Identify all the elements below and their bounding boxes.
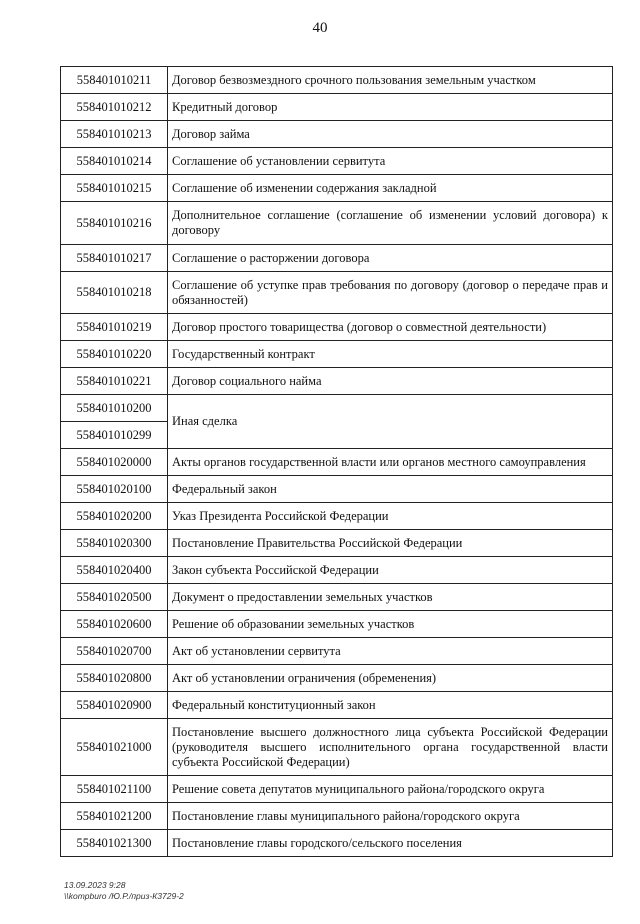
page-number: 40	[312, 20, 328, 36]
table-row	[61, 719, 613, 776]
table-row	[61, 341, 613, 368]
table-row	[61, 476, 613, 503]
row-text: Договор социального найма	[168, 368, 613, 395]
table-row	[61, 245, 613, 272]
row-text: Федеральный закон	[168, 476, 613, 503]
row-text: Решение совета депутатов муниципального района/городского округа	[168, 776, 613, 803]
footer-stamp	[64, 880, 184, 902]
row-text: Иная сделка	[168, 395, 613, 449]
table-row	[61, 121, 613, 148]
table-row	[61, 148, 613, 175]
row-code: 558401010219	[61, 314, 168, 341]
row-code: 558401021100	[61, 776, 168, 803]
row-code: 558401021000	[61, 719, 168, 776]
row-text: Соглашение об установлении сервитута	[168, 148, 613, 175]
row-text: Договор займа	[168, 121, 613, 148]
row-code: 558401021300	[61, 830, 168, 857]
table-row	[61, 449, 613, 476]
row-code: 558401020800	[61, 665, 168, 692]
table-row	[61, 611, 613, 638]
document-table	[60, 66, 613, 857]
table-row	[61, 272, 613, 314]
table-row	[61, 557, 613, 584]
row-code: 558401020700	[61, 638, 168, 665]
table-row	[61, 530, 613, 557]
row-code: 558401010218	[61, 272, 168, 314]
row-code: 558401020100	[61, 476, 168, 503]
row-text: Договор простого товарищества (договор о совместной деятельности)	[168, 314, 613, 341]
table-row	[61, 368, 613, 395]
footer-timestamp: 13.09.2023 9:28	[64, 880, 126, 890]
table-row	[61, 395, 613, 422]
table-row	[61, 584, 613, 611]
row-text: Соглашение об уступке прав требования по договору (договор о передаче прав и обязанностей)	[168, 272, 613, 314]
row-text: Договор безвозмездного срочного пользования земельным участком	[168, 67, 613, 94]
row-code: 558401020600	[61, 611, 168, 638]
row-text: Постановление главы муниципального района/городского округа	[168, 803, 613, 830]
table-row	[61, 175, 613, 202]
row-text: Соглашение об изменении содержания закладной	[168, 175, 613, 202]
row-code: 558401010221	[61, 368, 168, 395]
table-row	[61, 803, 613, 830]
table-row	[61, 638, 613, 665]
row-code: 558401020000	[61, 449, 168, 476]
row-text: Постановление высшего должностного лица субъекта Российской Федерации (руководителя высшего исполнительного органа государственной власти субъекта Российской Федерации)	[168, 719, 613, 776]
row-code: 558401010212	[61, 94, 168, 121]
row-code: 558401020200	[61, 503, 168, 530]
row-code: 558401020900	[61, 692, 168, 719]
row-code: 558401010216	[61, 202, 168, 245]
row-text: Соглашение о расторжении договора	[168, 245, 613, 272]
row-text: Акты органов государственной власти или органов местного самоуправления	[168, 449, 613, 476]
row-code: 558401010220	[61, 341, 168, 368]
row-text: Акт об установлении ограничения (обременения)	[168, 665, 613, 692]
row-text: Решение об образовании земельных участков	[168, 611, 613, 638]
row-text: Постановление Правительства Российской Федерации	[168, 530, 613, 557]
row-code: 558401020400	[61, 557, 168, 584]
table-row	[61, 94, 613, 121]
row-code: 558401010215	[61, 175, 168, 202]
table-row	[61, 776, 613, 803]
row-code: 558401020300	[61, 530, 168, 557]
table-row	[61, 67, 613, 94]
row-code: 558401021200	[61, 803, 168, 830]
table-row	[61, 202, 613, 245]
row-text: Дополнительное соглашение (соглашение об изменении условий договора) к договору	[168, 202, 613, 245]
table-row	[61, 503, 613, 530]
row-text: Указ Президента Российской Федерации	[168, 503, 613, 530]
row-text: Федеральный конституционный закон	[168, 692, 613, 719]
row-code: 558401010214	[61, 148, 168, 175]
row-text: Закон субъекта Российской Федерации	[168, 557, 613, 584]
row-code: 558401010211	[61, 67, 168, 94]
footer-file-path: \\kompburo /Ю.Р./приз-К3729-2	[64, 891, 184, 901]
row-code: 558401010213	[61, 121, 168, 148]
row-text: Государственный контракт	[168, 341, 613, 368]
row-code: 558401010200	[61, 395, 168, 422]
row-code: 558401020500	[61, 584, 168, 611]
row-text: Акт об установлении сервитута	[168, 638, 613, 665]
row-text: Кредитный договор	[168, 94, 613, 121]
table-row	[61, 314, 613, 341]
table-row	[61, 692, 613, 719]
table-row	[61, 830, 613, 857]
row-text: Постановление главы городского/сельского поселения	[168, 830, 613, 857]
row-code: 558401010299	[61, 422, 168, 449]
table-row	[61, 665, 613, 692]
row-code: 558401010217	[61, 245, 168, 272]
row-text: Документ о предоставлении земельных участков	[168, 584, 613, 611]
